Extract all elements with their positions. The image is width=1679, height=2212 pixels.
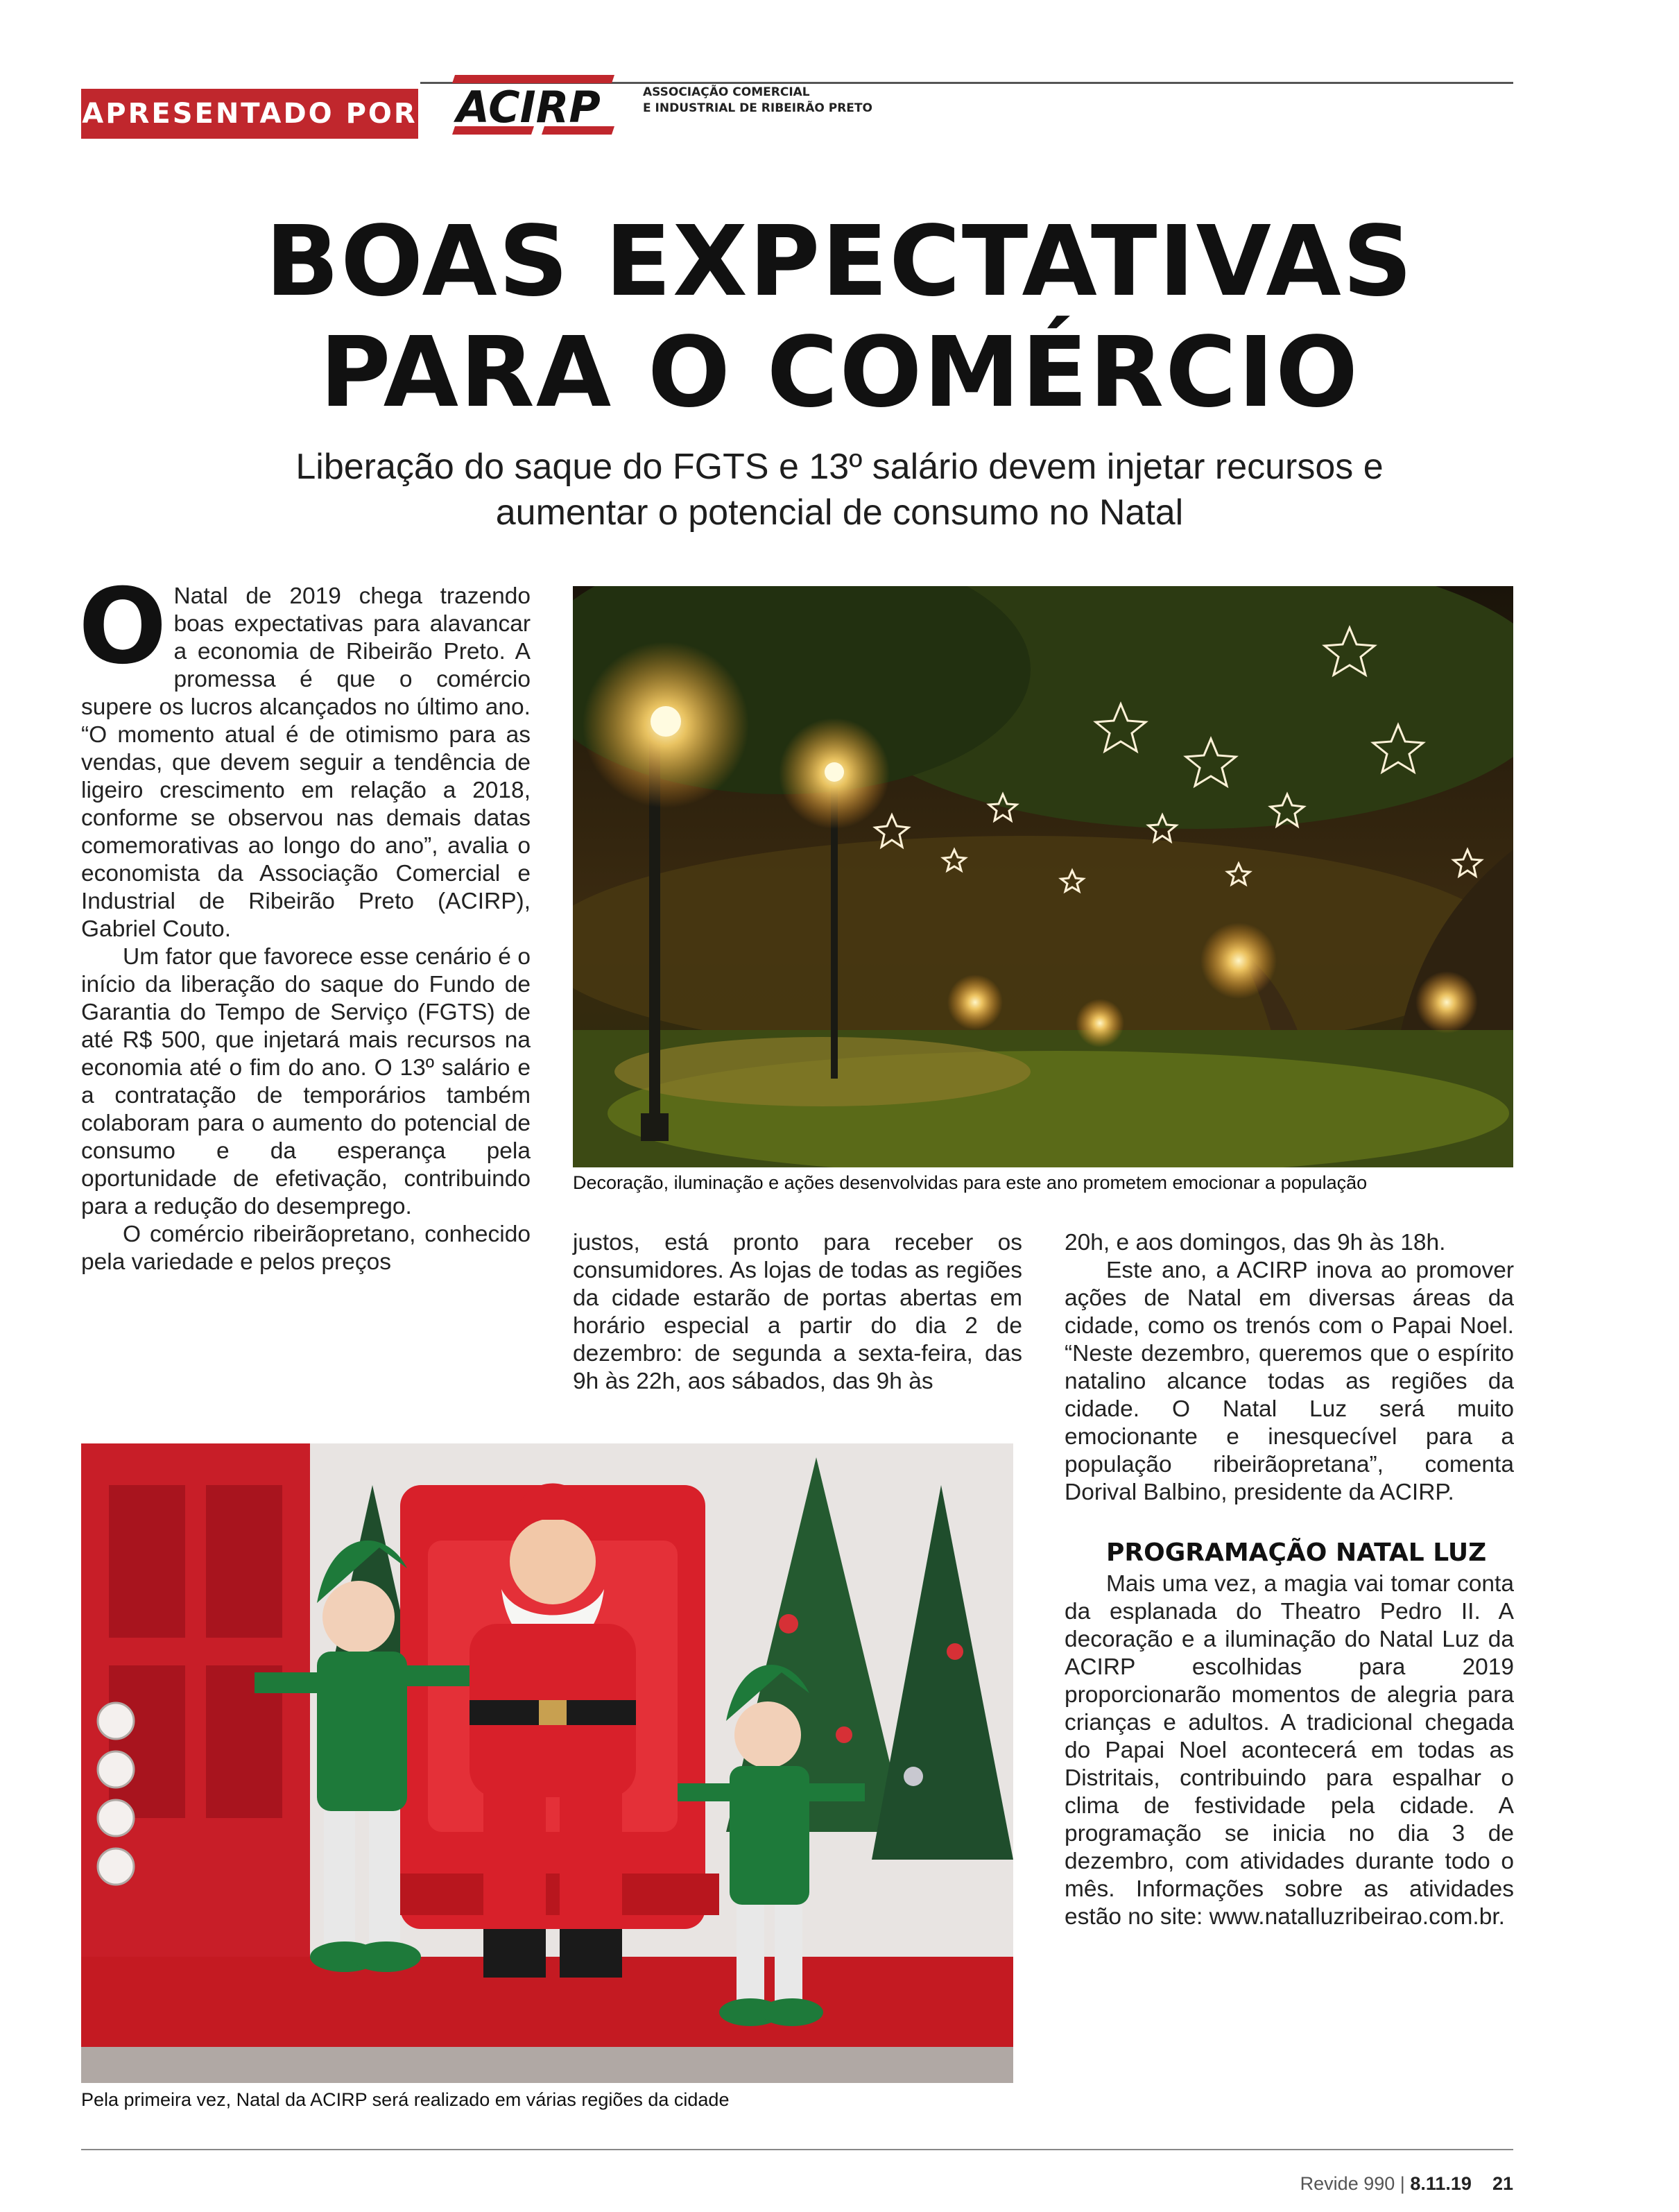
paragraph-5: Mais uma vez, a magia vai tomar conta da esplanada do Theatro Pedro II. A decoração e a iluminação do Natal Luz da ACIRP escolhidas para 2019 proporcionarão momentos de alegria para crianças e adultos. A tradicional chegada do Papai Noel acontecerá em todas as Distritais, contribuindo para espalhar o clima de festividade pela cidade. A programação se inicia no dia 3 de dezembro, com atividades durante todo o mês. Informações sobre as atividades estão no site: www.natalluzribeirao.com.br. — [1065, 1571, 1514, 1930]
article-column-2 — [573, 1229, 1022, 1396]
article-column-1 — [78, 567, 531, 1276]
association-name — [643, 85, 872, 117]
association-line-2: E INDUSTRIAL DE RIBEIRÃO PRETO — [643, 101, 872, 115]
article-column-3 — [1065, 1229, 1514, 1931]
park-night-photo — [573, 586, 1513, 1167]
paragraph-3: O comércio ribeirãopretano, conhecido pela variedade e pelos preços — [81, 1221, 531, 1275]
footer-separator: | — [1400, 2173, 1411, 2194]
park-illustration — [573, 586, 1513, 1167]
section-subheading: PROGRAMAÇÃO NATAL LUZ — [1106, 1538, 1487, 1567]
logo-text: ACIRP — [456, 82, 601, 132]
page-number-spacer — [1476, 2173, 1487, 2194]
santa-elves-photo — [81, 1443, 1013, 2083]
subtitle — [139, 444, 1540, 535]
issue-date: 8.11.19 — [1410, 2173, 1472, 2194]
subtitle-line-1: Liberação do saque do FGTS e 13º salário devem injetar recursos e — [295, 447, 1384, 487]
paragraph-1: Natal de 2019 chega trazendo boas expectativas para alavancar a economia de Ribeirão Preto. A promessa é que o comércio supere os lucros alcançados no último ano. “O momento atual é de otimismo para as vendas, que devem seguir a tendência de ligeiro crescimento em relação a 2018, conforme se observou nas demais datas comemorativas ao longo do ano”, avalia o economista da Associação Comercial e Industrial de Ribeirão Preto (ACIRP), Gabriel Couto. — [81, 583, 531, 942]
drop-cap: O — [78, 567, 167, 687]
title-line-2: PARA O COMÉRCIO — [319, 316, 1360, 429]
photo-caption-1: Decoração, iluminação e ações desenvolvidas para este ano prometem emocionar a população — [573, 1172, 1368, 1193]
paragraph-3-end: 20h, e aos domingos, das 9h às 18h. — [1065, 1230, 1446, 1255]
presented-by-banner: APRESENTADO POR — [81, 89, 418, 139]
page-footer — [1179, 2173, 1513, 2195]
acirp-logo — [451, 69, 617, 139]
subtitle-line-2: aumentar o potencial de consumo no Natal — [495, 492, 1184, 533]
paragraph-2: Um fator que favorece esse cenário é o início da liberação do saque do Fundo de Garantia do Tempo de Serviço (FGTS) de até R$ 500, que injetará mais recursos na economia até o fim do ano. O 13º salário e a contratação de temporários também colaboram para o aumento do potencial de consumo e da esperança pela oportunidade de efetivação, contribuindo para a redução do desemprego. — [81, 944, 531, 1219]
title-line-1: BOAS EXPECTATIVAS — [265, 205, 1414, 318]
footer-rule — [81, 2149, 1513, 2150]
photo-caption-2: Pela primeira vez, Natal da ACIRP será realizado em várias regiões da cidade — [81, 2089, 730, 2110]
paragraph-4: Este ano, a ACIRP inova ao promover ações de Natal em diversas áreas da cidade, como os trenós com o Papai Noel. “Neste dezembro, queremos que o espírito natalino alcance todas as regiões da cidade. O Natal Luz será muito emocionante e inesquecível para a população ribeirãopretana”, comenta Dorival Balbino, presidente da ACIRP. — [1065, 1258, 1514, 1505]
paragraph-3-continued: justos, está pronto para receber os consumidores. As lojas de todas as regiões da cidade estarão de portas abertas em horário especial a partir do dia 2 de dezembro: de segunda a sexta-feira, das 9h às 22h, aos sábados, das 9h às — [573, 1230, 1022, 1394]
page-title — [0, 207, 1679, 429]
association-line-1: ASSOCIAÇÃO COMERCIAL — [643, 85, 810, 99]
magazine-issue: Revide 990 — [1300, 2173, 1395, 2194]
page-number: 21 — [1492, 2173, 1513, 2194]
santa-illustration — [81, 1443, 1013, 2083]
